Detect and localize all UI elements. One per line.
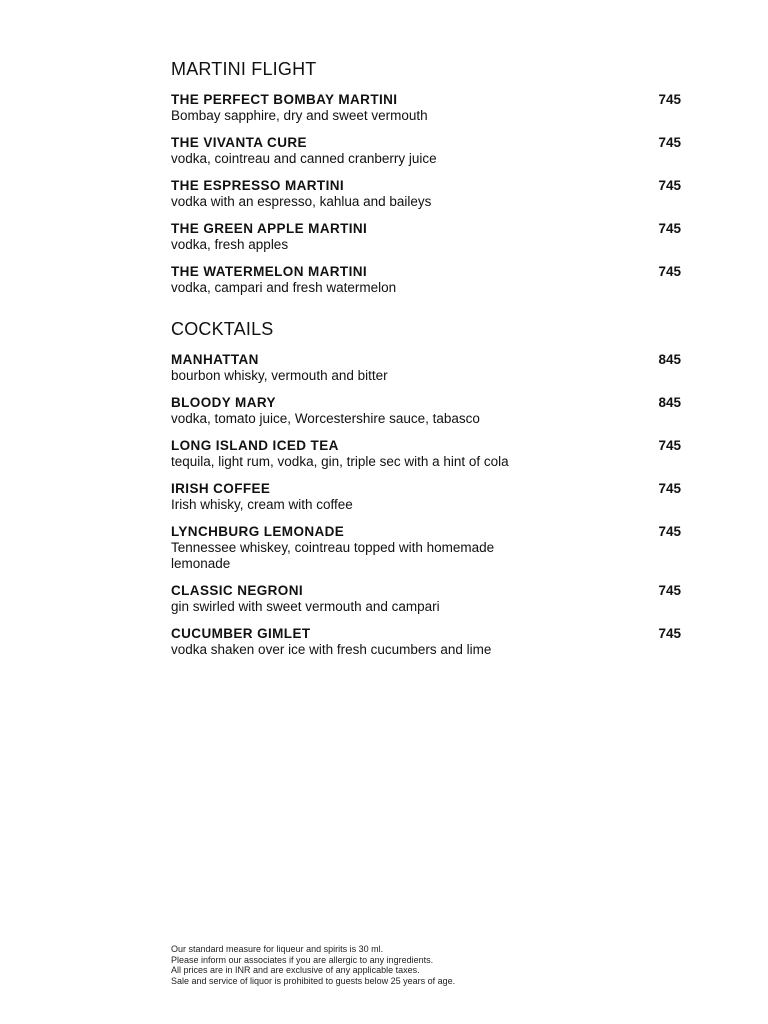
- footer-notes: [171, 944, 671, 986]
- martini-item-list: [171, 91, 681, 306]
- menu-item: [171, 523, 681, 572]
- item-price: 745: [658, 221, 681, 236]
- item-description: vodka, cointreau and canned cranberry juice: [171, 151, 437, 166]
- item-name: MANHATTAN: [171, 352, 259, 367]
- item-price: 745: [658, 524, 681, 539]
- menu-item: [171, 437, 681, 470]
- footer-line: Sale and service of liquor is prohibited to guests below 25 years of age.: [171, 975, 456, 986]
- menu-item: [171, 480, 681, 513]
- item-name: CUCUMBER GIMLET: [171, 626, 311, 641]
- item-price: 745: [658, 92, 681, 107]
- item-name: THE GREEN APPLE MARTINI: [171, 221, 368, 236]
- item-price: 745: [658, 178, 681, 193]
- item-price: 745: [658, 135, 681, 150]
- item-price: 745: [658, 626, 681, 641]
- footer-line: Our standard measure for liqueur and spirits is 30 ml.: [171, 944, 384, 954]
- item-description: gin swirled with sweet vermouth and campari: [171, 599, 440, 614]
- menu-item: [171, 263, 681, 296]
- menu-item: [171, 351, 681, 384]
- item-name: THE ESPRESSO MARTINI: [171, 178, 345, 193]
- item-name: BLOODY MARY: [171, 395, 276, 410]
- item-name: THE VIVANTA CURE: [171, 135, 307, 150]
- item-description: Bombay sapphire, dry and sweet vermouth: [171, 108, 428, 123]
- item-price: 745: [658, 438, 681, 453]
- item-name: LONG ISLAND ICED TEA: [171, 438, 339, 453]
- martini-section-title: MARTINI FLIGHT: [171, 59, 317, 79]
- menu-item: [171, 91, 681, 124]
- menu-item: [171, 625, 681, 658]
- item-description: vodka, campari and fresh watermelon: [171, 280, 397, 295]
- item-name: IRISH COFFEE: [171, 481, 271, 496]
- menu-item: [171, 177, 681, 210]
- item-description: vodka, tomato juice, Worcestershire sauce, tabasco: [171, 411, 480, 426]
- item-name: CLASSIC NEGRONI: [171, 583, 304, 598]
- cocktails-section-title: COCKTAILS: [171, 319, 274, 339]
- menu-item: [171, 134, 681, 167]
- item-description: bourbon whisky, vermouth and bitter: [171, 368, 388, 383]
- item-price: 845: [658, 395, 681, 410]
- item-price: 745: [658, 583, 681, 598]
- item-price: 745: [658, 481, 681, 496]
- item-description: vodka shaken over ice with fresh cucumbers and lime: [171, 642, 492, 657]
- item-description: vodka with an espresso, kahlua and baileys: [171, 194, 432, 209]
- item-price: 845: [658, 352, 681, 367]
- item-description: Irish whisky, cream with coffee: [171, 497, 353, 512]
- item-price: 745: [658, 264, 681, 279]
- menu-item: [171, 582, 681, 615]
- footer-line: All prices are in INR and are exclusive of any applicable taxes.: [171, 965, 420, 975]
- item-name: THE PERFECT BOMBAY MARTINI: [171, 92, 398, 107]
- footer-line: Please inform our associates if you are allergic to any ingredients.: [171, 954, 434, 965]
- menu-item: [171, 394, 681, 427]
- cocktails-item-list: [171, 351, 681, 668]
- item-name: THE WATERMELON MARTINI: [171, 264, 368, 279]
- menu-item: [171, 220, 681, 253]
- item-name: LYNCHBURG LEMONADE: [171, 524, 345, 539]
- item-description: vodka, fresh apples: [171, 237, 289, 252]
- item-description: Tennessee whiskey, cointreau topped with homemade lemonade: [171, 540, 495, 571]
- item-description: tequila, light rum, vodka, gin, triple sec with a hint of cola: [171, 454, 509, 469]
